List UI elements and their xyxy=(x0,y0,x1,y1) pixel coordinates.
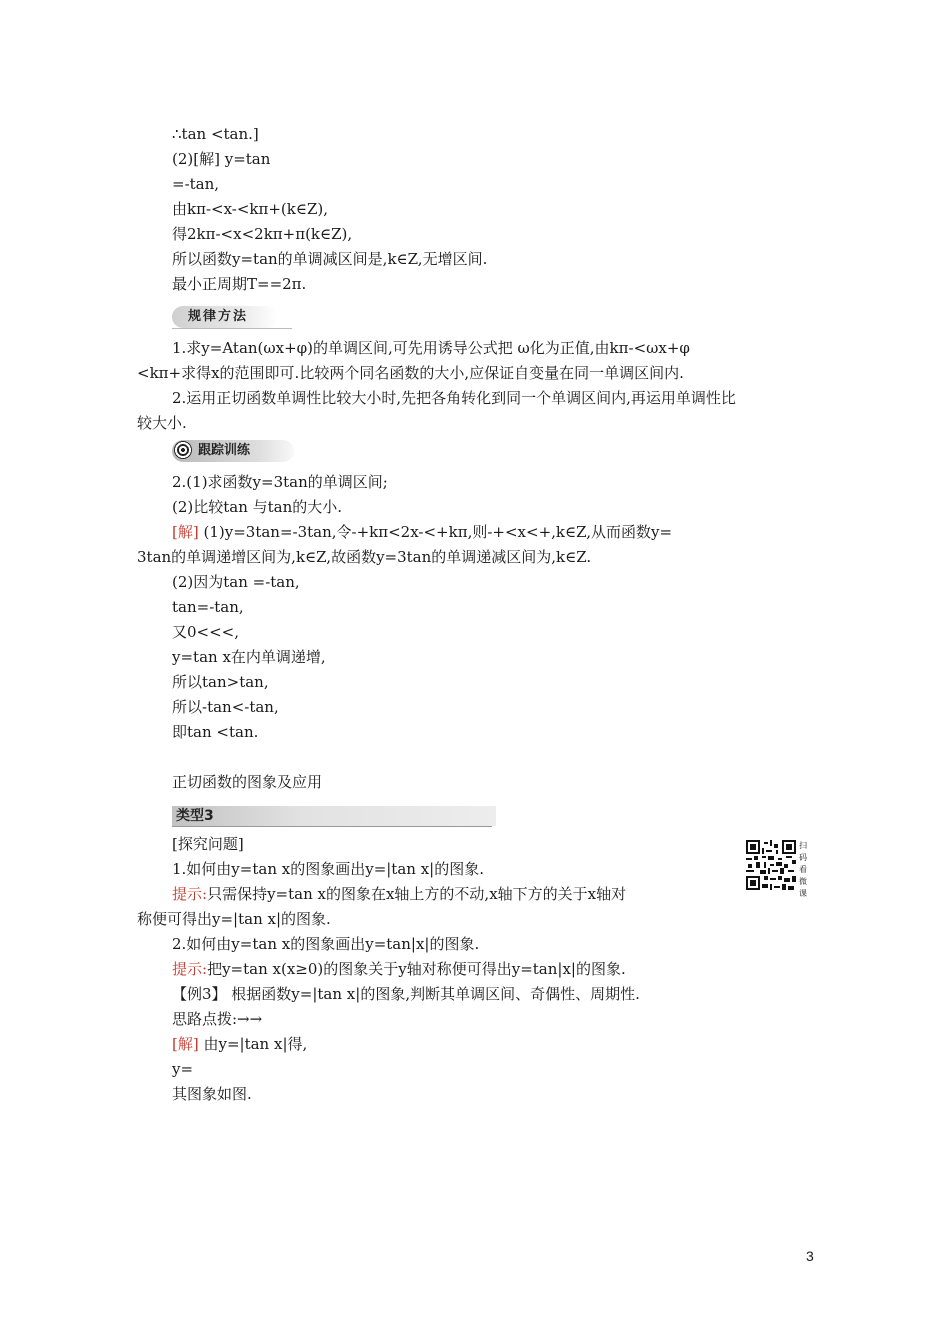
target-icon xyxy=(174,441,192,459)
line-text: 又0<<<, xyxy=(172,623,240,641)
text-line xyxy=(172,1009,262,1029)
text-line xyxy=(172,388,736,408)
line-text: 所以函数y=tan的单调减区间是,k∈Z,无增区间. xyxy=(172,250,488,268)
text-line xyxy=(172,722,258,742)
text-line xyxy=(172,597,244,617)
line-text: y=tan x在内单调递增, xyxy=(172,648,326,666)
line-text: 其图象如图. xyxy=(172,1085,252,1103)
text-line xyxy=(172,149,270,169)
line-text: 2.运用正切函数单调性比较大小时,先把各角转化到同一个单调区间内,再运用单调性比 xyxy=(172,389,736,407)
text-line xyxy=(172,959,626,979)
text-line xyxy=(137,547,591,567)
line-text: 2.(1)求函数y=3tan的单调区间; xyxy=(172,473,388,491)
text-line xyxy=(172,859,484,879)
qr-code-icon[interactable] xyxy=(746,840,796,890)
line-text: 由y=|tan x|得, xyxy=(198,1035,308,1053)
text-line xyxy=(172,884,626,904)
highlight-label: 提示: xyxy=(172,960,208,978)
text-line xyxy=(172,199,328,219)
text-line xyxy=(172,224,352,244)
line-text: (2)比较tan 与tan的大小. xyxy=(172,498,343,516)
text-line xyxy=(172,1034,307,1054)
text-line xyxy=(172,522,672,542)
qr-caption: 扫码看微课 xyxy=(799,841,807,898)
line-text: y= xyxy=(172,1060,194,1078)
line-text: tan=-tan, xyxy=(172,598,244,616)
text-line xyxy=(137,413,187,433)
text-line xyxy=(172,249,487,269)
line-text: 3tan的单调递增区间为,k∈Z,故函数y=3tan的单调递减区间为,k∈Z. xyxy=(137,548,592,566)
text-line xyxy=(172,647,326,667)
text-line xyxy=(172,174,219,194)
line-text: 【例3】 根据函数y=|tan x|的图象,判断其单调区间、奇偶性、周期性. xyxy=(172,985,640,1003)
highlight-label: [解] xyxy=(172,523,199,541)
line-text: (2)[解] y=tan xyxy=(172,150,271,168)
line-text: (1)y=3tan=-3tan,令-+kπ<2x-<+kπ,则-+<x<+,k∈Z,从而函数y= xyxy=(198,523,673,541)
line-text: 只需保持y=tan x的图象在x轴上方的不动,x轴下方的关于x轴对 xyxy=(207,885,627,903)
text-line xyxy=(172,772,322,792)
text-line xyxy=(172,834,244,854)
text-line xyxy=(172,1084,252,1104)
line-text: 由kπ-<x-<kπ+(k∈Z), xyxy=(172,200,329,218)
highlight-label: 提示: xyxy=(172,885,208,903)
line-text: 所以-tan<-tan, xyxy=(172,698,279,716)
line-text: 所以tan>tan, xyxy=(172,673,269,691)
text-line xyxy=(172,274,306,294)
follow-up-training-badge xyxy=(172,440,294,462)
text-line xyxy=(172,124,259,144)
line-text: 1.如何由y=tan x的图象画出y=|tan x|的图象. xyxy=(172,860,484,878)
line-text: [探究问题] xyxy=(172,835,244,853)
line-text: 正切函数的图象及应用 xyxy=(172,773,323,791)
line-text: =-tan, xyxy=(172,175,220,193)
text-line xyxy=(172,472,388,492)
text-line xyxy=(137,363,684,383)
text-line xyxy=(172,934,479,954)
type-3-badge: 类型3 xyxy=(172,806,496,826)
line-text: (2)因为tan =-tan, xyxy=(172,573,300,591)
type-3-underline xyxy=(172,826,492,827)
text-line xyxy=(172,622,239,642)
follow-up-training-label: 跟踪训练 xyxy=(198,443,251,458)
text-line xyxy=(172,497,342,517)
line-text: 最小正周期T==2π. xyxy=(172,275,307,293)
rule-method-badge: 规律方法 xyxy=(172,306,278,328)
line-text: 较大小. xyxy=(137,414,187,432)
page-number: 3 xyxy=(806,1248,814,1264)
line-text: 思路点拨:→→ xyxy=(172,1010,263,1028)
line-text: 称便可得出y=|tan x|的图象. xyxy=(137,910,331,928)
text-line xyxy=(172,338,690,358)
highlight-label: [解] xyxy=(172,1035,199,1053)
text-line xyxy=(137,909,331,929)
line-text: <kπ+求得x的范围即可.比较两个同名函数的大小,应保证自变量在同一单调区间内. xyxy=(137,364,684,382)
text-line xyxy=(172,672,269,692)
text-line xyxy=(172,984,640,1004)
text-line xyxy=(172,1059,193,1079)
text-line xyxy=(172,572,300,592)
line-text: 1.求y=Atan(ωx+φ)的单调区间,可先用诱导公式把 ω化为正值,由kπ-<ωx+φ xyxy=(172,339,690,357)
rule-method-underline xyxy=(172,328,292,329)
line-text: 得2kπ-<x<2kπ+π(k∈Z), xyxy=(172,225,353,243)
line-text: ∴tan <tan.] xyxy=(172,125,259,143)
text-line xyxy=(172,697,279,717)
line-text: 即tan <tan. xyxy=(172,723,259,741)
line-text: 2.如何由y=tan x的图象画出y=tan|x|的图象. xyxy=(172,935,480,953)
line-text: 把y=tan x(x≥0)的图象关于y轴对称便可得出y=tan|x|的图象. xyxy=(207,960,626,978)
